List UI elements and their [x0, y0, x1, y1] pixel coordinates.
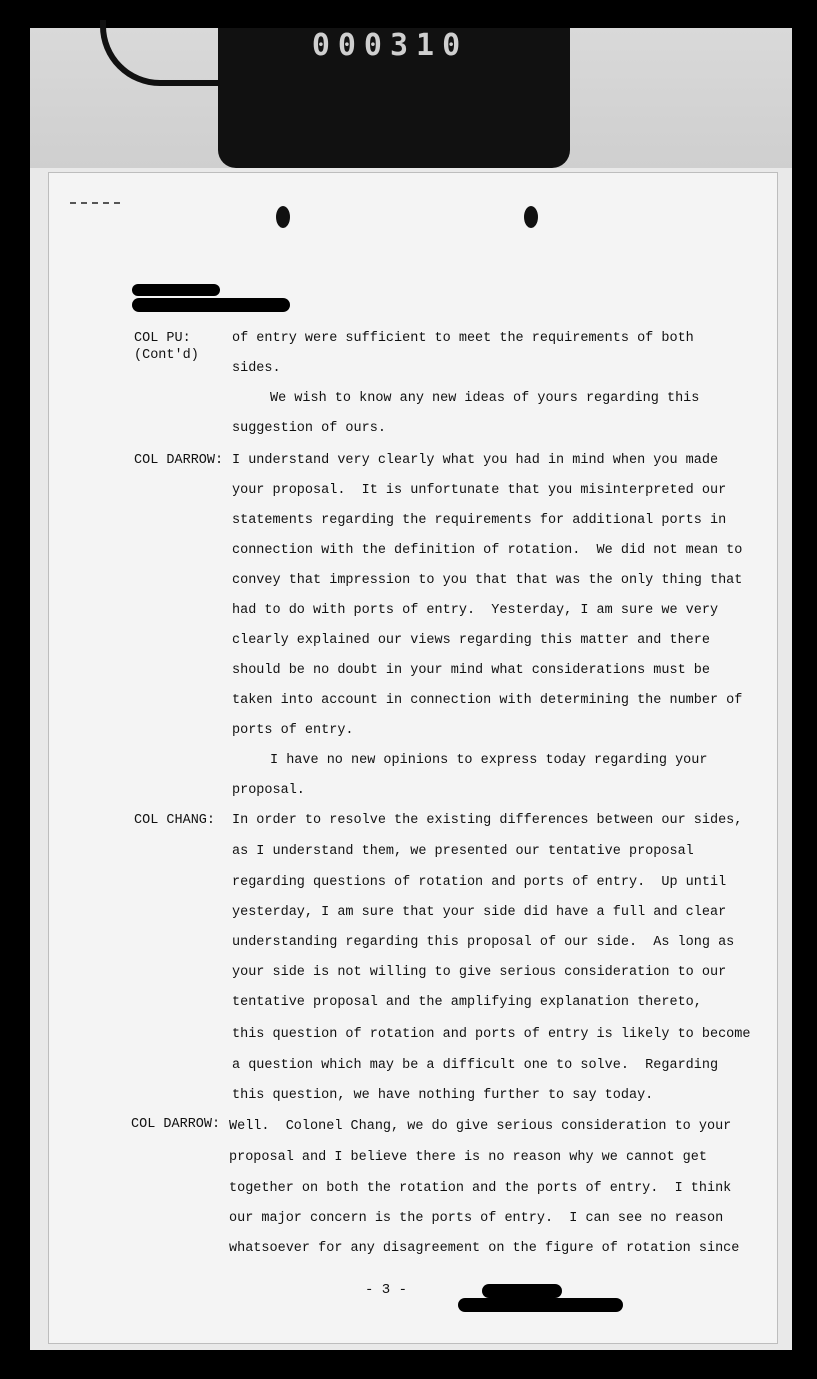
text-line: a question which may be a difficult one to solve. Regarding [232, 1058, 719, 1073]
page-number: - 3 - [365, 1282, 408, 1298]
text-line: had to do with ports of entry. Yesterday, I am sure we very [232, 603, 719, 618]
text-line: sides. [232, 361, 281, 376]
redaction-bar-bottom-2 [458, 1298, 623, 1312]
text-line: regarding questions of rotation and ports of entry. Up until [232, 875, 727, 890]
text-line: statements regarding the requirements for additional ports in [232, 513, 727, 528]
text-line: I have no new opinions to express today regarding your [270, 753, 708, 768]
punch-hole-right [524, 206, 538, 228]
speaker-label: COL DARROW: [131, 1117, 221, 1132]
punch-hole-left [276, 206, 290, 228]
text-line: yesterday, I am sure that your side did have a full and clear [232, 905, 727, 920]
speaker-label: COL CHANG: [134, 813, 216, 828]
text-line: together on both the rotation and the ports of entry. I think [229, 1181, 732, 1196]
text-line: your side is not willing to give serious consideration to our [232, 965, 727, 980]
speaker-label: COL DARROW: [134, 453, 224, 468]
text-line: this question of rotation and ports of entry is likely to become [232, 1027, 751, 1042]
text-line: whatsoever for any disagreement on the figure of rotation since [229, 1241, 740, 1256]
redaction-bar-top-1 [132, 284, 220, 296]
text-line: tentative proposal and the amplifying explanation thereto, [232, 995, 702, 1010]
text-line: suggestion of ours. [232, 421, 386, 436]
text-line: this question, we have nothing further to say today. [232, 1088, 654, 1103]
text-line: of entry were sufficient to meet the requirements of both [232, 331, 694, 346]
text-line: proposal. [232, 783, 305, 798]
text-line: I understand very clearly what you had in mind when you made [232, 453, 719, 468]
text-line: connection with the definition of rotation. We did not mean to [232, 543, 743, 558]
text-line: taken into account in connection with determining the number of [232, 693, 743, 708]
paper-mark [70, 202, 120, 208]
text-line: We wish to know any new ideas of yours regarding this [270, 391, 700, 406]
text-line: should be no doubt in your mind what considerations must be [232, 663, 710, 678]
text-line: clearly explained our views regarding this matter and there [232, 633, 710, 648]
frame-number: 000310 [311, 28, 469, 63]
text-line: as I understand them, we presented our tentative proposal [232, 844, 694, 859]
text-line: In order to resolve the existing differences between our sides, [232, 813, 743, 828]
text-line: understanding regarding this proposal of our side. As long as [232, 935, 735, 950]
text-line: proposal and I believe there is no reason why we cannot get [229, 1150, 707, 1165]
speaker-label: COL PU: (Cont'd) [134, 331, 199, 363]
text-line: ports of entry. [232, 723, 354, 738]
text-line: convey that impression to you that that was the only thing that [232, 573, 743, 588]
redaction-bar-top-2 [132, 298, 290, 312]
text-line: our major concern is the ports of entry. I can see no reason [229, 1211, 724, 1226]
text-line: Well. Colonel Chang, we do give serious consideration to your [229, 1119, 732, 1134]
text-line: your proposal. It is unfortunate that you misinterpreted our [232, 483, 727, 498]
redaction-bar-bottom-1 [482, 1284, 562, 1298]
